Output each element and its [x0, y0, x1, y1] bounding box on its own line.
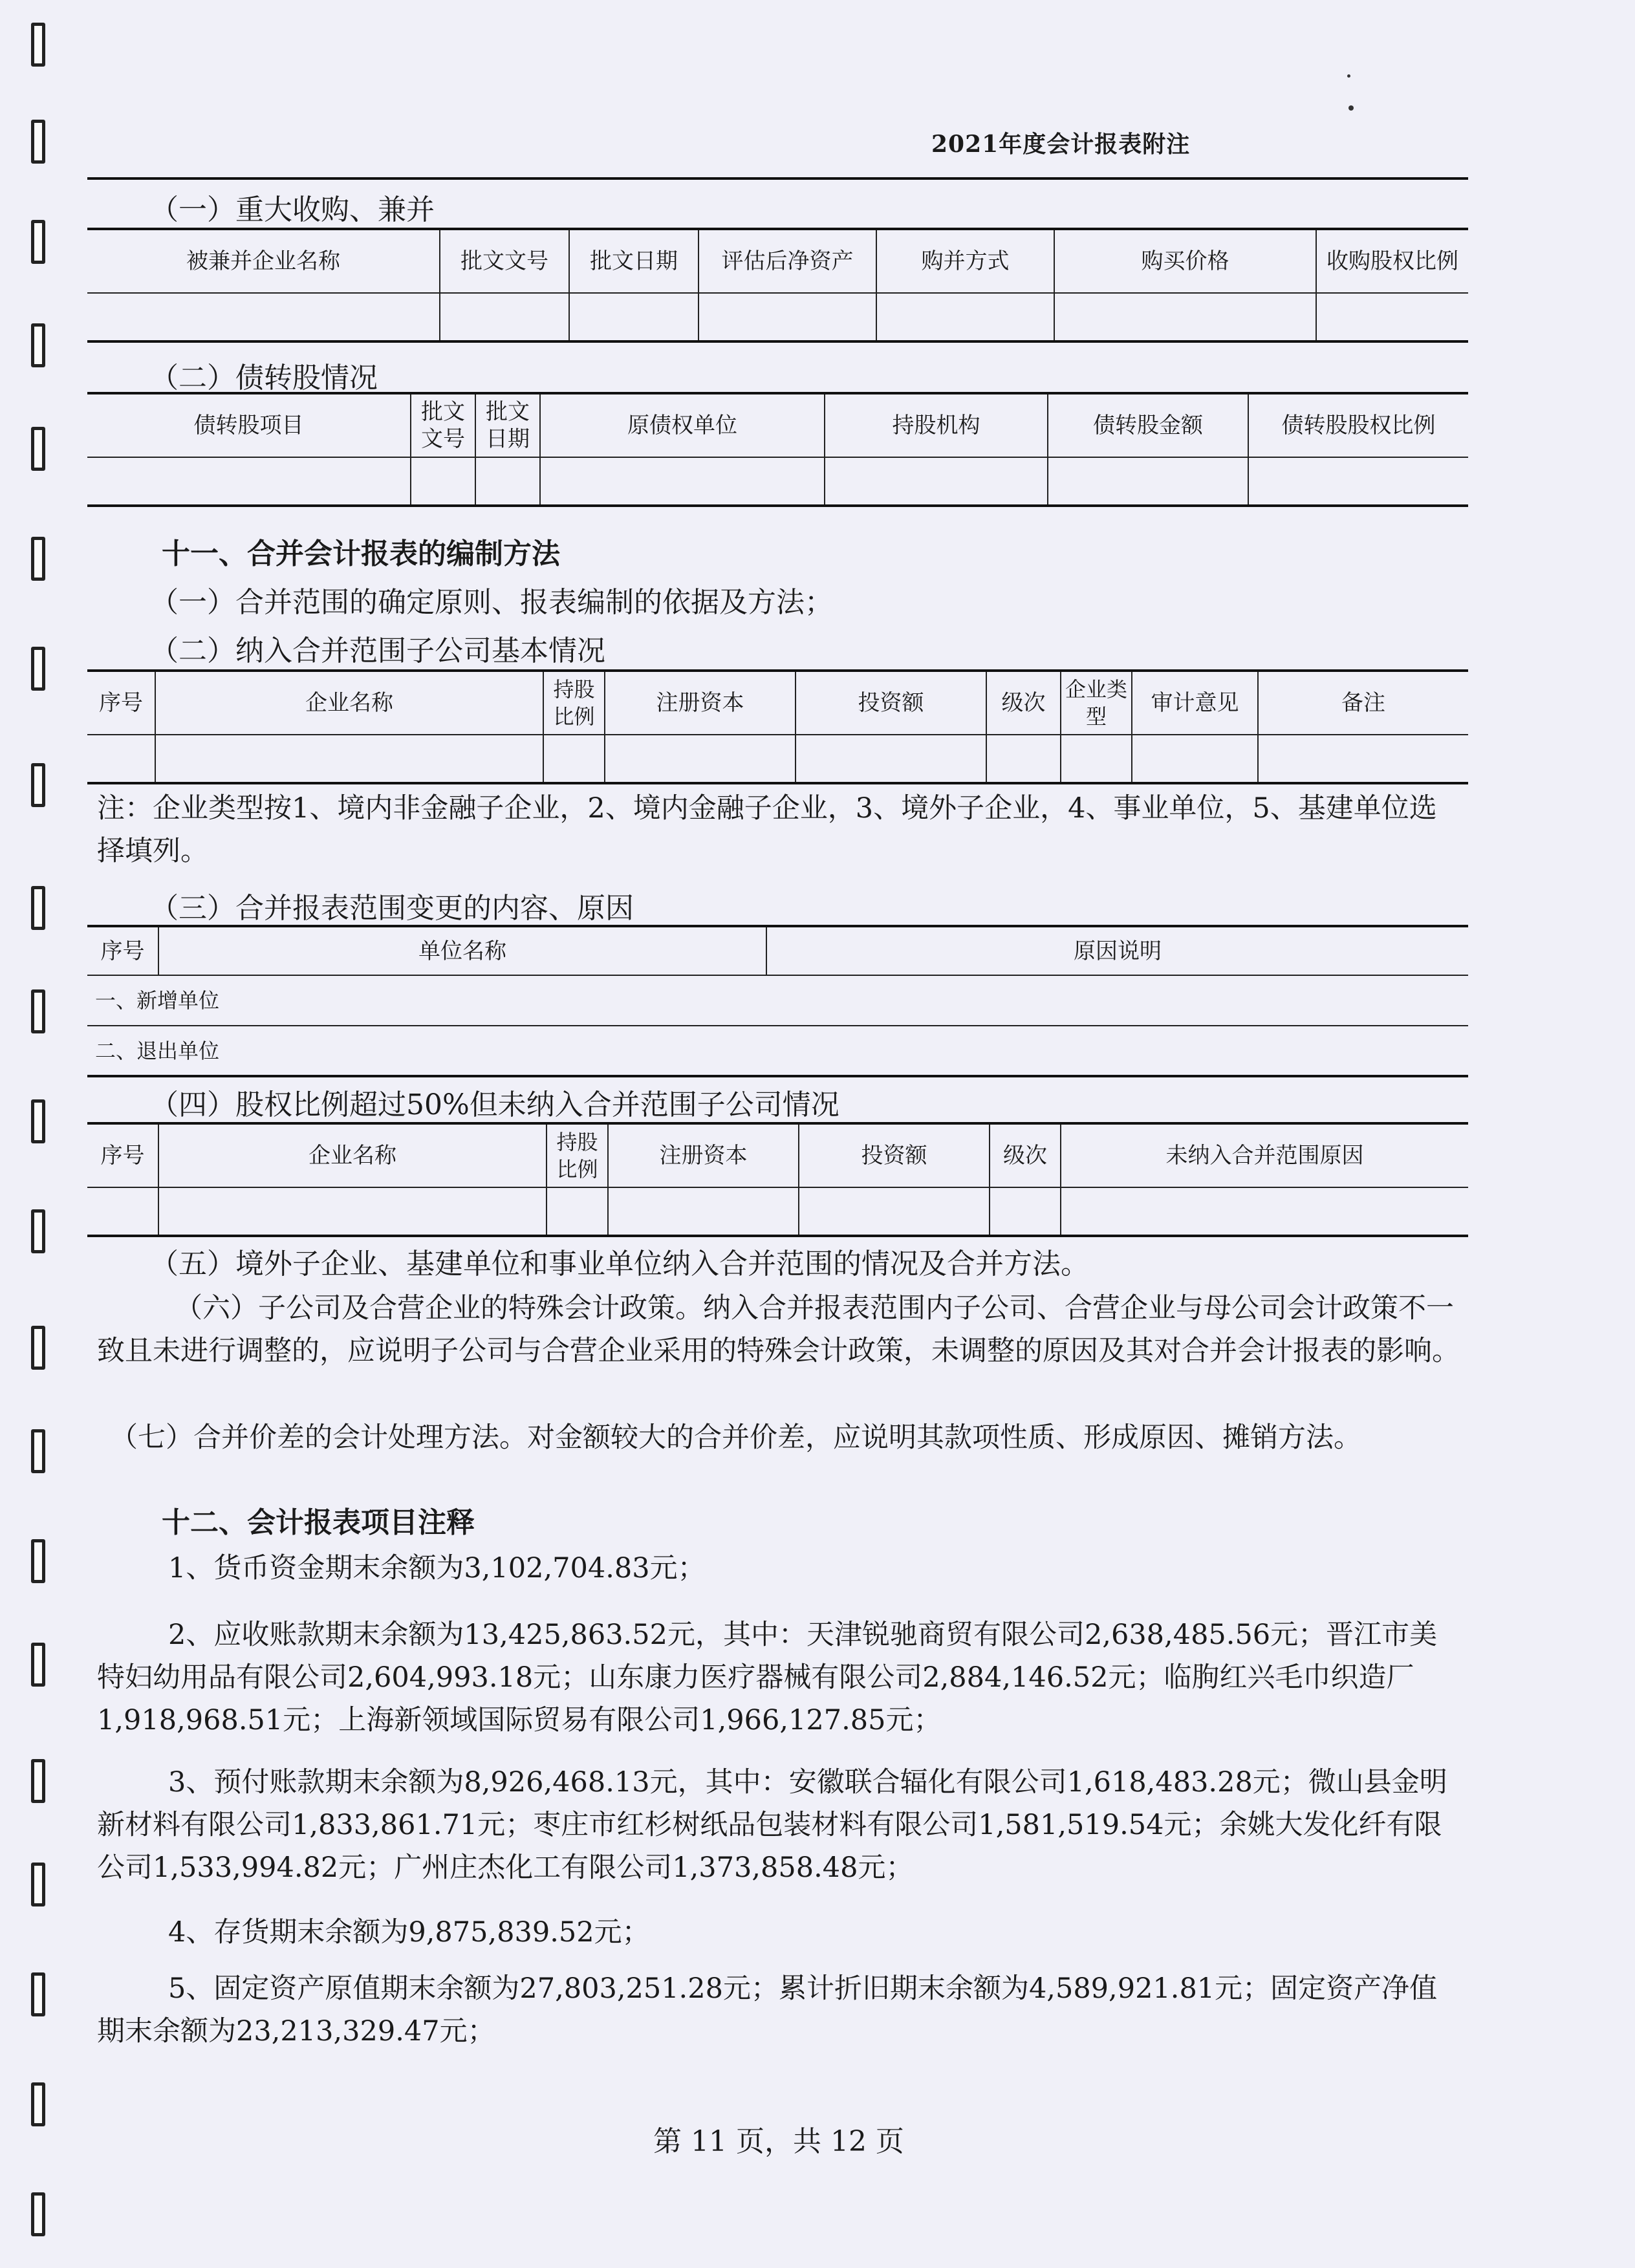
th-sub-no: 序号 [87, 671, 155, 735]
s11-item-5: （五）境外子企业、基建单位和事业单位纳入合并范围的情况及合并方法。 [150, 1247, 1089, 1280]
th-sub-audit: 审计意见 [1132, 671, 1258, 735]
th-merge-method: 购并方式 [876, 229, 1054, 293]
th-sub-type: 企业类型 [1061, 671, 1132, 735]
unconsolidated-table [87, 1122, 1468, 1237]
acquisition-table [87, 228, 1468, 343]
th-sub-name: 企业名称 [155, 671, 543, 735]
note-receivables: 2、应收账款期末余额为13,425,863.52元，其中：天津锐驰商贸有限公司2,638,485.56元；晋江市美特妇幼用品有限公司2,604,993.18元；山东康力医疗器械有限公司2,884,146.52元；临朐红兴毛巾织造厂1,918,968.51元；上海新领域国际贸易有限公司1,966,127.85元； [97, 1619, 1438, 1736]
section-debt-equity-title: （二）债转股情况 [150, 362, 378, 394]
section-acquisition-title: （一）重大收购、兼并 [150, 193, 435, 226]
th-approval-no: 批文文号 [440, 229, 569, 293]
note-cash: 1、货币资金期末余额为3,102,704.83元； [168, 1552, 706, 1584]
enterprise-type-note: 注：企业类型按1、境内非金融子企业，2、境内金融子企业，3、境外子企业，4、事业单位，5、基建单位选择填列。 [97, 792, 1437, 867]
th-sub-level: 级次 [986, 671, 1061, 735]
binding-holes [26, 0, 45, 2268]
note-fixed-assets: 5、固定资产原值期末余额为27,803,251.28元；累计折旧期末余额为4,589,921.81元；固定资产净值期末余额为23,213,329.47元； [97, 1972, 1438, 2047]
th-equity-ratio: 收购股权比例 [1316, 229, 1468, 293]
th-merged-company: 被兼并企业名称 [87, 229, 440, 293]
th-de-amount: 债转股金额 [1048, 393, 1248, 457]
section-11-title: 十一、合并会计报表的编制方法 [162, 537, 560, 570]
header-rule [87, 177, 1468, 180]
th-de-ratio: 债转股股权比例 [1248, 393, 1468, 457]
report-header-title: 2021年度会计报表附注 [931, 131, 1191, 158]
th-sub-invest: 投资额 [796, 671, 986, 735]
s11-item-3: （三）合并报表范围变更的内容、原因 [150, 892, 634, 925]
th-sub-ratio: 持股比例 [543, 671, 605, 735]
th-unc-invest: 投资额 [799, 1123, 990, 1187]
row-removed-units: 二、退出单位 [87, 1026, 1468, 1076]
s11-item-6: （六）子公司及合营企业的特殊会计政策。纳入合并报表范围内子公司、合营企业与母公司会计政策不一致且未进行调整的，应说明子公司与合营企业采用的特殊会计政策，未调整的原因及其对合并会计报表的影响。 [97, 1292, 1460, 1367]
th-change-unit: 单位名称 [158, 926, 766, 975]
th-de-approval-no: 批文文号 [411, 393, 475, 457]
th-change-reason: 原因说明 [766, 926, 1468, 975]
th-de-approval-date: 批文日期 [475, 393, 540, 457]
s11-item-2: （二）纳入合并范围子公司基本情况 [150, 634, 605, 667]
th-unc-reason: 未纳入合并范围原因 [1061, 1123, 1468, 1187]
th-de-item: 债转股项目 [87, 393, 411, 457]
th-sub-capital: 注册资本 [605, 671, 796, 735]
th-de-holder: 持股机构 [825, 393, 1048, 457]
debt-equity-table [87, 392, 1468, 507]
subsidiary-table [87, 669, 1468, 784]
th-approval-date: 批文日期 [569, 229, 698, 293]
page-number: 第 11 页，共 12 页 [653, 2125, 904, 2158]
th-purchase-price: 购买价格 [1054, 229, 1316, 293]
row-added-units: 一、新增单位 [87, 975, 1468, 1026]
scope-change-table [87, 925, 1468, 1077]
th-unc-name: 企业名称 [158, 1123, 547, 1187]
th-change-no: 序号 [87, 926, 158, 975]
th-unc-no: 序号 [87, 1123, 158, 1187]
th-unc-capital: 注册资本 [608, 1123, 799, 1187]
s11-item-7: （七）合并价差的会计处理方法。对金额较大的合并价差，应说明其款项性质、形成原因、摊销方法。 [110, 1421, 1361, 1454]
note-inventory: 4、存货期末余额为9,875,839.52元； [168, 1916, 650, 1949]
th-unc-level: 级次 [990, 1123, 1061, 1187]
note-prepayments: 3、预付账款期末余额为8,926,468.13元，其中：安徽联合辐化有限公司1,618,483.28元；微山县金明新材料有限公司1,833,861.71元；枣庄市红杉树纸品包装材料有限公司1,581,519.54元；余姚大发化纤有限公司1,533,994.82元；广州庄杰化工有限公司1,373,858.48元； [97, 1766, 1447, 1884]
th-unc-ratio: 持股比例 [547, 1123, 608, 1187]
s11-item-4: （四）股权比例超过50%但未纳入合并范围子公司情况 [150, 1088, 839, 1121]
section-12-title: 十二、会计报表项目注释 [162, 1506, 475, 1539]
th-sub-remark: 备注 [1258, 671, 1468, 735]
th-net-assets: 评估后净资产 [698, 229, 876, 293]
th-de-creditor: 原债权单位 [540, 393, 825, 457]
s11-item-1: （一）合并范围的确定原则、报表编制的依据及方法； [150, 586, 833, 619]
